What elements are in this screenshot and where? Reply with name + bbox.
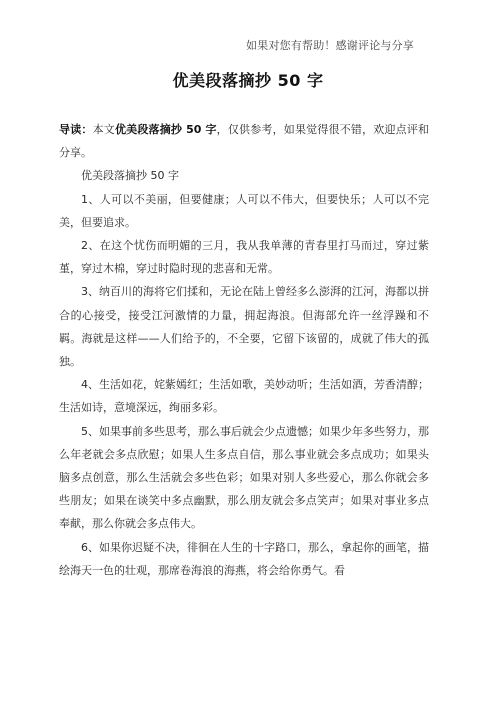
lead-post: ，仅供参考，如果觉得很不错，欢迎点评和分享。	[59, 123, 430, 160]
paragraph-5: 5、如果事前多些思考，那么事后就会少点遗憾；如果少年多些努力，那么年老就会多点欣慰；如果人生多点自信，那么事业就会多点成功；如果头脑多点创意，那么生活就会多些色彩；如果对别人多些爱心，那么你就会多些朋友；如果在谈笑中多点幽默，那么朋友就会多点笑声；如果对事业多点奉献，那么你就会多点伟大。	[59, 424, 429, 531]
page-title: 优美段落摘抄 50 字	[172, 71, 324, 90]
paragraph-6: 6、如果你迟疑不决，徘徊在人生的十字路口，那么，拿起你的画笔，描绘海天一色的壮观，那席卷海浪的海燕，将会给你勇气。看	[59, 540, 429, 577]
lead-label: 导读：	[59, 123, 93, 136]
paragraph-1: 1、人可以不美丽，但要健康；人可以不伟大，但要快乐；人可以不完美，但要追求。	[59, 192, 429, 229]
lead-pre: 本文	[92, 123, 115, 136]
document-body	[59, 118, 429, 582]
header-note: 如果对您有帮助！感谢评论与分享	[246, 39, 414, 52]
paragraph-3: 3、纳百川的海将它们揉和，无论在陆上曾经多么澎湃的江河，海都以拼合的心接受，接受江河激情的力量，拥起海浪。但海部允许一丝浮躁和不羁。海就是这样——人们给予的，不全要，它留下该留的，成就了伟大的孤独。	[59, 285, 429, 369]
subtitle: 优美段落摘抄 50 字	[81, 169, 179, 183]
paragraph-2: 2、在这个忧伤而明媚的三月，我从我单薄的青春里打马而过，穿过紫堇，穿过木棉，穿过时隐时现的悲喜和无常。	[59, 239, 429, 276]
lead-paragraph	[59, 118, 429, 164]
lead-title-ref: 优美段落摘抄 50 字	[114, 123, 217, 136]
paragraph-4: 4、生活如花，姹紫嫣红；生活如歌，美妙动听；生活如酒，芳香清醇；生活如诗，意境深远，绚丽多彩。	[59, 378, 429, 415]
